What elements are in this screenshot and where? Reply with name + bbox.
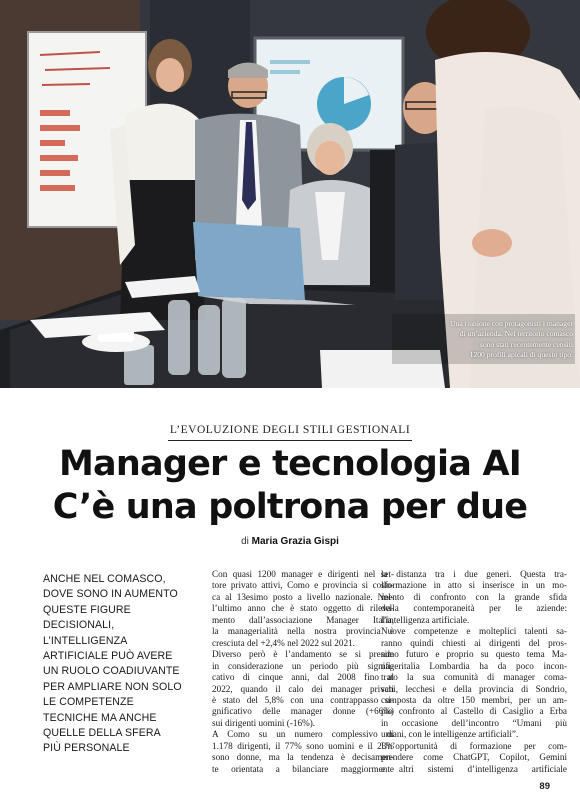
caption-line: Una riunione con protagonisti i manager xyxy=(450,319,573,328)
byline-prefix: di xyxy=(241,536,249,547)
body-line: pio confronto al Castello di Casiglio a Erba xyxy=(381,706,567,717)
body-line: Un’opportunità di formazione per com- xyxy=(381,740,567,751)
lead-line: TECNICHE MA ANCHE xyxy=(43,711,157,724)
byline xyxy=(0,536,580,547)
body-line: l’ultimo anno che è stato oggetto di rileva- xyxy=(212,603,394,614)
body-line: cativo di cinque anni, dal 2008 fino al xyxy=(212,672,394,683)
body-line: la distanza tra i due generi. Questa tra- xyxy=(381,569,567,579)
body-line: in considerazione un periodo più signifi- xyxy=(212,660,394,671)
caption-line: 1200 profili apicali di questo tipo. xyxy=(469,350,573,360)
section-kicker-wrap xyxy=(0,420,580,441)
body-column-1 xyxy=(212,569,394,775)
section-kicker: L’EVOLUZIONE DEGLI STILI GESTIONALI xyxy=(168,424,412,441)
body-line: la managerialità nella nostra provincia è xyxy=(212,626,394,637)
body-line: nageritalia Lombardia ha da poco incon- xyxy=(381,660,567,671)
body-line: e altri sistemi d’intelligenza artificiale xyxy=(381,763,567,774)
lead-line: ARTIFICIALE PUÒ AVERE xyxy=(43,650,173,663)
body-line: 1.178 dirigenti, il 77% sono uomini e il 23% xyxy=(212,740,394,751)
article-photo xyxy=(0,0,580,388)
body-line: Con quasi 1200 manager e dirigenti nel set- xyxy=(212,569,394,579)
body-line: simo futuro e proprio su questo tema Ma- xyxy=(381,649,567,660)
lead-line: DOVE SONO IN AUMENTO xyxy=(43,588,178,601)
body-line: Nuove competenze e molteplici talenti sa- xyxy=(381,626,567,637)
body-line: umani, con le intelligenze artificiali”. xyxy=(381,729,519,740)
lead-line: L’INTELLIGENZA xyxy=(43,634,128,647)
body-line: sui dirigenti uomini (-16%). xyxy=(212,717,316,728)
body-line: cresciuta del +2,4% nel 2022 sul 2021. xyxy=(212,637,355,648)
body-line: 2022, quando il calo dei manager privati xyxy=(212,683,394,694)
body-line: della contemporaneità per le aziende: xyxy=(381,603,567,614)
body-line: trato la sua comunità di manager coma- xyxy=(381,672,567,683)
body-line: composta da oltre 150 membri, per un am- xyxy=(381,694,567,705)
photo-caption xyxy=(389,319,573,361)
body-line: te orientata a bilanciare maggiormente xyxy=(212,763,394,774)
body-line: tore privato attivi, Como e provincia si collo- xyxy=(212,580,394,591)
lead-line: PIÙ PERSONALE xyxy=(43,742,130,755)
lead-line: PER AMPLIARE NON SOLO xyxy=(43,680,182,693)
body-line: ca al 13esimo posto a livello nazionale. Nel- xyxy=(212,591,394,602)
body-line: è stato del 5,8% con una contrappasso si- xyxy=(212,694,394,705)
body-line: Diverso però è l’andamento se si prende xyxy=(212,649,394,660)
body-line: in occasione dell’incontro “Umani più xyxy=(381,717,567,728)
headline-line-2: C’è una poltrona per due xyxy=(52,487,528,527)
lead-line: QUESTE FIGURE xyxy=(43,603,131,616)
body-line: sono donne, ma la tendenza è decisamen- xyxy=(212,752,394,763)
caption-line: di un’azienda. Nel territorio comasco xyxy=(459,329,573,339)
page-number: 89 xyxy=(539,781,550,792)
body-line: gnificativo delle manager donne (+66%) xyxy=(212,706,394,717)
body-line: mento di confronto con la grande sfida xyxy=(381,591,567,602)
body-line: A Como su un numero complessivo di xyxy=(212,729,394,740)
article-lead xyxy=(43,572,203,757)
body-column-2 xyxy=(381,569,567,775)
body-line: l’intelligenza artificiale. xyxy=(381,614,470,625)
lead-line: LE COMPETENZE xyxy=(43,696,134,709)
caption-line: sono stati recentemente censiti xyxy=(480,339,573,349)
body-line: prendere come ChatGPT, Copilot, Gemini xyxy=(381,752,567,763)
body-line: sformazione in atto si inserisce in un mo- xyxy=(381,580,567,591)
body-line: ranno quindi chiesti ai dirigenti del pros- xyxy=(381,637,567,648)
body-line: schi, lecchesi e della provincia di Sondrio, xyxy=(381,683,567,694)
author-name: Maria Grazia Gispi xyxy=(251,536,339,547)
lead-line: ANCHE NEL COMASCO, xyxy=(43,573,166,585)
lead-line: UN RUOLO COADIUVANTE xyxy=(43,665,180,678)
body-line: mento dall’associazione Manager Italia, xyxy=(212,614,394,625)
headline-line-1: Manager e tecnologia AI xyxy=(59,444,521,484)
lead-line: DECISIONALI, xyxy=(43,619,115,632)
lead-line: QUELLE DELLA SFERA xyxy=(43,727,161,740)
